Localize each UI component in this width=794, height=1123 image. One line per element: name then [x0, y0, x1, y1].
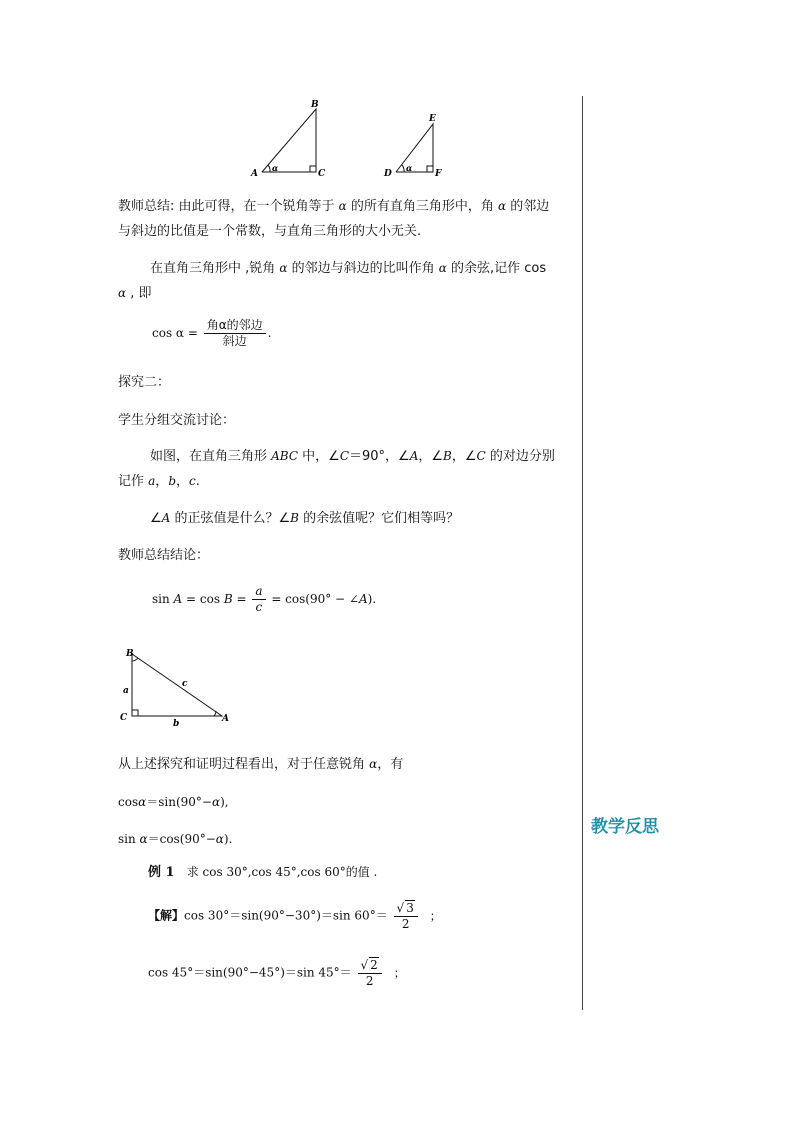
conclusion-label: 教师总结结论： — [118, 548, 210, 563]
label-C: C — [318, 169, 326, 179]
identity-cos: cosα＝sin(90°−α), — [118, 795, 229, 809]
label-alpha-1: α — [272, 163, 279, 173]
label-B-2: B — [126, 649, 134, 659]
teacher-summary-1: 教师总结: 由此可得，在一个锐角等于 α 的所有直角三角形中，角 α 的邻边 与斜边的比值是一个常数，与直角三角形的大小无关. — [118, 199, 550, 239]
cosine-definition: 在直角三角形中 ,锐角 α 的邻边与斜边的比叫作角 α 的余弦,记作 cos α , 即 — [118, 261, 547, 301]
label-F: F — [435, 169, 442, 179]
sin-cos-relation: sin A = cos B = $\frac{a}{c}$ = cos(90° − ∠A). — [152, 584, 377, 614]
label-c-side: c — [182, 679, 188, 689]
label-a-side: a — [123, 686, 129, 696]
label-B: B — [311, 100, 319, 110]
label-A: A — [251, 169, 258, 179]
label-C-2: C — [120, 713, 128, 723]
question-text: ∠A 的正弦值是什么？∠B 的余弦值呢？它们相等吗？ — [150, 511, 460, 526]
triangle-abc-figure — [116, 644, 236, 728]
formula-denominator: 斜边 — [222, 334, 247, 348]
explore-two-heading: 探究二： — [118, 375, 171, 390]
label-E: E — [429, 114, 436, 124]
label-A-2: A — [222, 714, 229, 724]
triangles-figure-1 — [248, 96, 448, 182]
triangle-def-small — [383, 114, 442, 179]
label-D: D — [384, 169, 392, 179]
label-b-side: b — [173, 719, 180, 728]
general-statement: 从上述探究和证明过程看出，对于任意锐角 α，有 — [118, 757, 404, 772]
solution-cos45: cos 45°＝sin(90°−45°)＝sin 45°＝ $\frac{√ 2}{2}$ ； — [148, 958, 406, 988]
teaching-reflection-heading: 教学反思 — [591, 817, 659, 837]
example-1: 例 1 求 cos 30°,cos 45°,cos 60°的值 . — [148, 865, 378, 880]
solution-cos30: 【解】cos 30°＝sin(90°−30°)＝sin 60°＝ $\frac{√ 3}{2}$ ； — [148, 901, 442, 931]
identity-sin: sin α＝cos(90°−α). — [118, 832, 233, 846]
cosine-formula: cos α = $\frac{\text{角α的邻边}}{\text{斜边}}$ . — [152, 318, 272, 348]
triangle-abc-description: 如图，在直角三角形 ABC 中，∠C＝90°，∠A，∠B，∠C 的对边分别 记作 a，b，c. — [118, 449, 555, 489]
group-discussion: 学生分组交流讨论： — [118, 413, 236, 428]
column-divider — [582, 96, 583, 1010]
triangle-abc-small — [250, 100, 326, 179]
label-alpha-2: α — [406, 163, 413, 173]
formula-numerator: 角α的邻边 — [204, 318, 266, 334]
